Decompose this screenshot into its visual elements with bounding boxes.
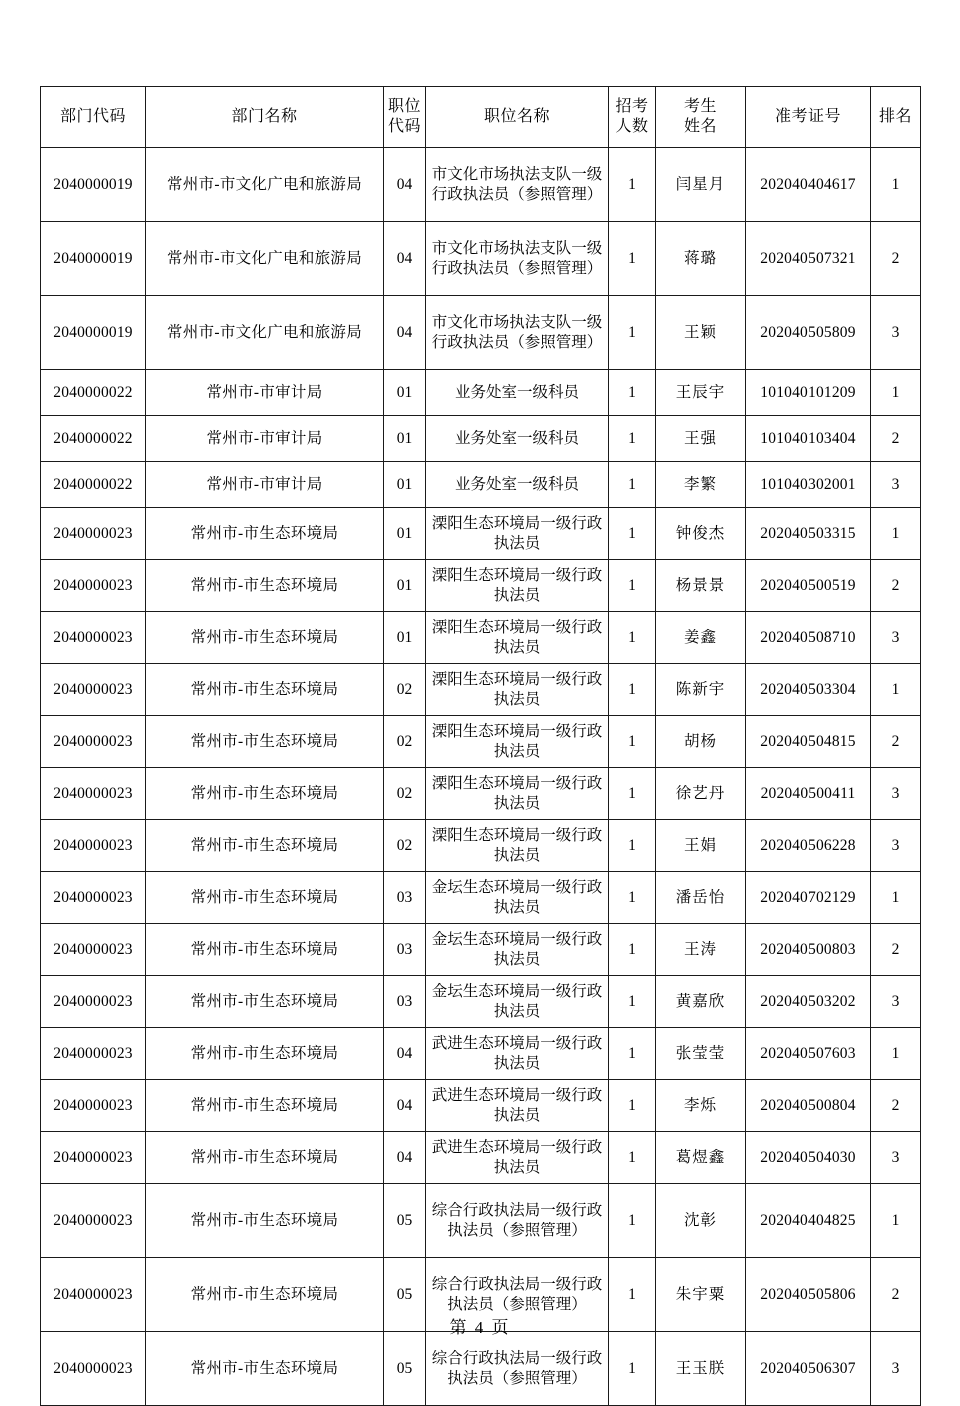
cell-dept-code: 2040000023: [41, 560, 146, 612]
cell-candidate-name: 张莹莹: [656, 1028, 746, 1080]
cell-pos-code: 01: [384, 612, 426, 664]
column-header-candidate-name: [656, 87, 746, 148]
cell-rank: 3: [871, 976, 921, 1028]
table-row: [41, 820, 921, 872]
cell-quota: 1: [609, 416, 656, 462]
cell-pos-code: 04: [384, 148, 426, 222]
cell-pos-code: 01: [384, 462, 426, 508]
cell-dept-name: 常州市-市生态环境局: [146, 1258, 384, 1332]
cell-quota: 1: [609, 1332, 656, 1406]
cell-candidate-name: 朱宇粟: [656, 1258, 746, 1332]
cell-pos-name: 业务处室一级科员: [426, 370, 609, 416]
cell-exam-no: 202040503304: [746, 664, 871, 716]
cell-pos-name: 市文化市场执法支队一级行政执法员（参照管理）: [426, 296, 609, 370]
cell-quota: 1: [609, 1184, 656, 1258]
cell-quota: 1: [609, 716, 656, 768]
cell-rank: 3: [871, 768, 921, 820]
cell-exam-no: 101040101209: [746, 370, 871, 416]
table-row: [41, 924, 921, 976]
cell-dept-name: 常州市-市审计局: [146, 370, 384, 416]
column-header-exam-no: 准考证号: [746, 87, 871, 148]
cell-exam-no: 202040503315: [746, 508, 871, 560]
cell-dept-code: 2040000019: [41, 148, 146, 222]
cell-dept-code: 2040000022: [41, 416, 146, 462]
cell-pos-name: 溧阳生态环境局一级行政执法员: [426, 560, 609, 612]
cell-pos-code: 02: [384, 664, 426, 716]
cell-dept-name: 常州市-市文化广电和旅游局: [146, 222, 384, 296]
table-row: [41, 370, 921, 416]
cell-dept-code: 2040000023: [41, 612, 146, 664]
cell-dept-name: 常州市-市生态环境局: [146, 612, 384, 664]
table-row: [41, 508, 921, 560]
cell-exam-no: 101040302001: [746, 462, 871, 508]
cell-exam-no: 202040500804: [746, 1080, 871, 1132]
cell-pos-name: 溧阳生态环境局一级行政执法员: [426, 820, 609, 872]
cell-quota: 1: [609, 1258, 656, 1332]
column-header-quota-line1: 招考: [615, 97, 649, 115]
cell-dept-name: 常州市-市生态环境局: [146, 768, 384, 820]
cell-candidate-name: 徐艺丹: [656, 768, 746, 820]
cell-exam-no: 202040508710: [746, 612, 871, 664]
cell-dept-name: 常州市-市生态环境局: [146, 1028, 384, 1080]
cell-pos-name: 武进生态环境局一级行政执法员: [426, 1028, 609, 1080]
cell-pos-code: 03: [384, 872, 426, 924]
cell-exam-no: 202040507321: [746, 222, 871, 296]
cell-dept-name: 常州市-市生态环境局: [146, 924, 384, 976]
table-row: [41, 1332, 921, 1406]
cell-dept-code: 2040000023: [41, 1028, 146, 1080]
cell-exam-no: 202040506228: [746, 820, 871, 872]
cell-pos-name: 市文化市场执法支队一级行政执法员（参照管理）: [426, 148, 609, 222]
cell-rank: 3: [871, 1132, 921, 1184]
cell-rank: 3: [871, 296, 921, 370]
cell-rank: 3: [871, 1332, 921, 1406]
cell-rank: 1: [871, 148, 921, 222]
cell-candidate-name: 姜鑫: [656, 612, 746, 664]
cell-rank: 3: [871, 612, 921, 664]
cell-pos-name: 综合行政执法局一级行政执法员（参照管理）: [426, 1184, 609, 1258]
table-row: [41, 1184, 921, 1258]
column-header-quota-line2: 人数: [615, 118, 649, 135]
cell-exam-no: 202040500803: [746, 924, 871, 976]
table-row: [41, 416, 921, 462]
column-header-rank: 排名: [871, 87, 921, 148]
table-row: [41, 716, 921, 768]
table-row: [41, 1132, 921, 1184]
cell-candidate-name: 胡杨: [656, 716, 746, 768]
cell-pos-code: 02: [384, 768, 426, 820]
cell-candidate-name: 王辰宇: [656, 370, 746, 416]
cell-quota: 1: [609, 560, 656, 612]
cell-exam-no: 202040404825: [746, 1184, 871, 1258]
cell-pos-name: 业务处室一级科员: [426, 462, 609, 508]
column-header-quota: [609, 87, 656, 148]
cell-dept-code: 2040000023: [41, 1080, 146, 1132]
cell-quota: 1: [609, 1132, 656, 1184]
cell-dept-code: 2040000023: [41, 768, 146, 820]
cell-dept-name: 常州市-市生态环境局: [146, 820, 384, 872]
column-header-pos-code: [384, 87, 426, 148]
cell-dept-name: 常州市-市生态环境局: [146, 1332, 384, 1406]
cell-pos-code: 04: [384, 1132, 426, 1184]
cell-candidate-name: 蒋璐: [656, 222, 746, 296]
table-row: [41, 462, 921, 508]
cell-rank: 2: [871, 222, 921, 296]
cell-exam-no: 101040103404: [746, 416, 871, 462]
cell-pos-code: 01: [384, 560, 426, 612]
cell-pos-code: 05: [384, 1258, 426, 1332]
cell-pos-code: 01: [384, 508, 426, 560]
cell-quota: 1: [609, 924, 656, 976]
table-row: [41, 560, 921, 612]
cell-dept-name: 常州市-市生态环境局: [146, 976, 384, 1028]
cell-candidate-name: 杨景景: [656, 560, 746, 612]
table-row: [41, 1080, 921, 1132]
cell-exam-no: 202040504030: [746, 1132, 871, 1184]
cell-candidate-name: 闫星月: [656, 148, 746, 222]
cell-quota: 1: [609, 664, 656, 716]
cell-dept-name: 常州市-市生态环境局: [146, 872, 384, 924]
cell-exam-no: 202040500411: [746, 768, 871, 820]
cell-exam-no: 202040504815: [746, 716, 871, 768]
cell-dept-name: 常州市-市生态环境局: [146, 716, 384, 768]
cell-dept-name: 常州市-市审计局: [146, 416, 384, 462]
cell-rank: 1: [871, 1028, 921, 1080]
table-row: [41, 296, 921, 370]
cell-pos-name: 溧阳生态环境局一级行政执法员: [426, 508, 609, 560]
cell-pos-name: 溧阳生态环境局一级行政执法员: [426, 768, 609, 820]
cell-quota: 1: [609, 296, 656, 370]
cell-rank: 2: [871, 716, 921, 768]
cell-dept-code: 2040000023: [41, 1184, 146, 1258]
cell-quota: 1: [609, 462, 656, 508]
cell-pos-name: 溧阳生态环境局一级行政执法员: [426, 664, 609, 716]
cell-exam-no: 202040500519: [746, 560, 871, 612]
cell-pos-name: 金坛生态环境局一级行政执法员: [426, 872, 609, 924]
page-footer: 第 4 页: [449, 1318, 511, 1337]
cell-pos-code: 01: [384, 370, 426, 416]
cell-dept-name: 常州市-市生态环境局: [146, 560, 384, 612]
cell-candidate-name: 黄嘉欣: [656, 976, 746, 1028]
cell-rank: 1: [871, 508, 921, 560]
cell-dept-name: 常州市-市生态环境局: [146, 1132, 384, 1184]
table-row: [41, 148, 921, 222]
cell-rank: 3: [871, 462, 921, 508]
cell-dept-name: 常州市-市生态环境局: [146, 1184, 384, 1258]
cell-pos-name: 金坛生态环境局一级行政执法员: [426, 924, 609, 976]
cell-rank: 1: [871, 370, 921, 416]
cell-pos-name: 溧阳生态环境局一级行政执法员: [426, 716, 609, 768]
cell-rank: 2: [871, 1258, 921, 1332]
column-header-pos-name: 职位名称: [426, 87, 609, 148]
cell-rank: 2: [871, 1080, 921, 1132]
cell-pos-name: 金坛生态环境局一级行政执法员: [426, 976, 609, 1028]
cell-quota: 1: [609, 1028, 656, 1080]
cell-dept-code: 2040000022: [41, 370, 146, 416]
cell-exam-no: 202040503202: [746, 976, 871, 1028]
cell-pos-code: 04: [384, 1080, 426, 1132]
cell-candidate-name: 李烁: [656, 1080, 746, 1132]
cell-dept-code: 2040000023: [41, 1132, 146, 1184]
table-body: [41, 148, 921, 1406]
cell-candidate-name: 王玉朕: [656, 1332, 746, 1406]
column-header-dept-code: 部门代码: [41, 87, 146, 148]
cell-candidate-name: 王强: [656, 416, 746, 462]
cell-dept-code: 2040000019: [41, 296, 146, 370]
cell-dept-code: 2040000023: [41, 820, 146, 872]
cell-quota: 1: [609, 1080, 656, 1132]
cell-pos-name: 溧阳生态环境局一级行政执法员: [426, 612, 609, 664]
cell-pos-code: 04: [384, 296, 426, 370]
cell-pos-code: 05: [384, 1184, 426, 1258]
cell-dept-name: 常州市-市生态环境局: [146, 508, 384, 560]
cell-rank: 1: [871, 872, 921, 924]
table-row: [41, 976, 921, 1028]
cell-dept-name: 常州市-市生态环境局: [146, 1080, 384, 1132]
table-row: [41, 664, 921, 716]
cell-dept-code: 2040000023: [41, 924, 146, 976]
cell-candidate-name: 李繁: [656, 462, 746, 508]
cell-dept-code: 2040000023: [41, 1258, 146, 1332]
cell-rank: 1: [871, 1184, 921, 1258]
cell-dept-code: 2040000019: [41, 222, 146, 296]
cell-rank: 1: [871, 664, 921, 716]
cell-candidate-name: 王娟: [656, 820, 746, 872]
cell-quota: 1: [609, 148, 656, 222]
cell-candidate-name: 钟俊杰: [656, 508, 746, 560]
cell-exam-no: 202040507603: [746, 1028, 871, 1080]
cell-dept-name: 常州市-市文化广电和旅游局: [146, 296, 384, 370]
cell-exam-no: 202040506307: [746, 1332, 871, 1406]
cell-dept-code: 2040000023: [41, 872, 146, 924]
cell-candidate-name: 潘岳怡: [656, 872, 746, 924]
cell-pos-name: 综合行政执法局一级行政执法员（参照管理）: [426, 1332, 609, 1406]
cell-pos-code: 04: [384, 1028, 426, 1080]
cell-dept-name: 常州市-市文化广电和旅游局: [146, 148, 384, 222]
cell-exam-no: 202040505806: [746, 1258, 871, 1332]
cell-pos-code: 01: [384, 416, 426, 462]
cell-dept-code: 2040000022: [41, 462, 146, 508]
cell-dept-name: 常州市-市生态环境局: [146, 664, 384, 716]
cell-candidate-name: 王涛: [656, 924, 746, 976]
cell-dept-code: 2040000023: [41, 716, 146, 768]
table-row: [41, 222, 921, 296]
table-row: [41, 1028, 921, 1080]
cell-dept-code: 2040000023: [41, 976, 146, 1028]
table-row: [41, 872, 921, 924]
cell-rank: 2: [871, 924, 921, 976]
table-row: [41, 612, 921, 664]
cell-quota: 1: [609, 222, 656, 296]
cell-rank: 3: [871, 820, 921, 872]
table-row: [41, 768, 921, 820]
cell-pos-code: 03: [384, 924, 426, 976]
cell-rank: 2: [871, 416, 921, 462]
exam-results-table: [40, 86, 921, 1406]
column-header-pos-code-line2: 代码: [387, 118, 421, 135]
cell-pos-name: 武进生态环境局一级行政执法员: [426, 1132, 609, 1184]
cell-pos-code: 05: [384, 1332, 426, 1406]
cell-pos-code: 02: [384, 716, 426, 768]
cell-pos-name: 综合行政执法局一级行政执法员（参照管理）: [426, 1258, 609, 1332]
cell-quota: 1: [609, 508, 656, 560]
cell-dept-code: 2040000023: [41, 1332, 146, 1406]
column-header-pos-code-line1: 职位: [387, 97, 421, 115]
cell-quota: 1: [609, 768, 656, 820]
cell-candidate-name: 王颖: [656, 296, 746, 370]
cell-pos-name: 业务处室一级科员: [426, 416, 609, 462]
cell-candidate-name: 陈新宇: [656, 664, 746, 716]
column-header-candidate-name-line2: 姓名: [683, 118, 717, 135]
cell-rank: 2: [871, 560, 921, 612]
cell-dept-code: 2040000023: [41, 508, 146, 560]
column-header-dept-name: 部门名称: [146, 87, 384, 148]
cell-candidate-name: 沈彰: [656, 1184, 746, 1258]
cell-quota: 1: [609, 976, 656, 1028]
table-header-row: [41, 87, 921, 148]
cell-dept-name: 常州市-市审计局: [146, 462, 384, 508]
cell-exam-no: 202040702129: [746, 872, 871, 924]
table-header: [41, 87, 921, 148]
cell-pos-code: 04: [384, 222, 426, 296]
cell-pos-name: 武进生态环境局一级行政执法员: [426, 1080, 609, 1132]
cell-exam-no: 202040505809: [746, 296, 871, 370]
cell-candidate-name: 葛煜鑫: [656, 1132, 746, 1184]
cell-pos-code: 02: [384, 820, 426, 872]
cell-pos-code: 03: [384, 976, 426, 1028]
column-header-candidate-name-line1: 考生: [683, 97, 717, 115]
cell-quota: 1: [609, 820, 656, 872]
cell-quota: 1: [609, 370, 656, 416]
cell-quota: 1: [609, 872, 656, 924]
cell-exam-no: 202040404617: [746, 148, 871, 222]
cell-quota: 1: [609, 612, 656, 664]
cell-pos-name: 市文化市场执法支队一级行政执法员（参照管理）: [426, 222, 609, 296]
cell-dept-code: 2040000023: [41, 664, 146, 716]
